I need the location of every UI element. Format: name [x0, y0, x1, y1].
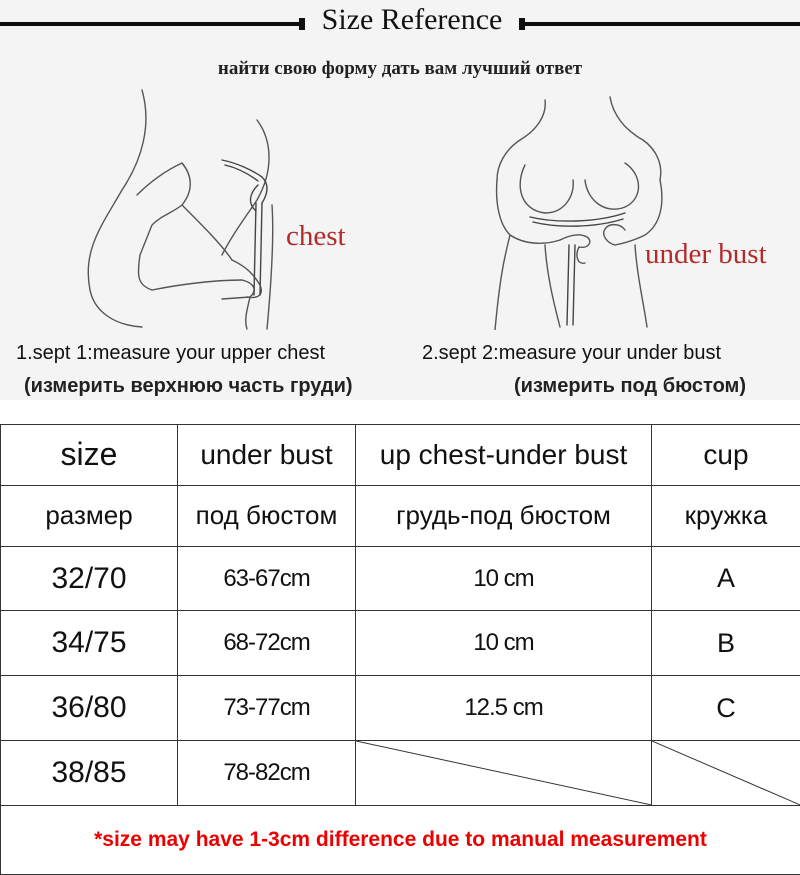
cell-size: 36/80 [1, 676, 178, 741]
size-reference-illustration-panel [0, 0, 800, 400]
cell-under-bust: 68-72cm [178, 611, 356, 676]
step-2-instruction: 2.sept 2:measure your under bust [422, 342, 722, 364]
note-row [1, 806, 800, 875]
cell-difference: 10 cm [356, 546, 652, 611]
size-chart-table [0, 424, 800, 875]
diagonal-strike [652, 741, 800, 805]
header-difference-ru: грудь-под бюстом [356, 485, 652, 546]
upper-chest-measure-illustration [82, 85, 292, 330]
step-1-instruction: 1.sept 1:measure your upper chest [16, 342, 326, 364]
header-size-ru: размер [1, 485, 178, 546]
cell-difference: 12.5 cm [356, 676, 652, 741]
cell-under-bust: 63-67cm [178, 546, 356, 611]
header-difference: up chest-under bust [356, 425, 652, 486]
step-1-instruction-ru: (измерить верхнюю часть груди) [24, 375, 353, 397]
title-rule-left [0, 22, 305, 26]
cell-cup: B [652, 611, 800, 676]
header-under-bust: under bust [178, 425, 356, 486]
page-subtitle: найти свою форму дать вам лучший ответ [217, 58, 583, 79]
title-rule-right [519, 22, 800, 26]
header-under-bust-ru: под бюстом [178, 485, 356, 546]
chest-label: chest [286, 220, 346, 252]
under-bust-label: under bust [645, 238, 767, 270]
measurement-note: *size may have 1-3cm difference due to manual measurement [1, 806, 800, 875]
cell-cup: A [652, 546, 800, 611]
header-cup-ru: кружка [652, 485, 800, 546]
cell-difference: 10 cm [356, 611, 652, 676]
cell-under-bust: 78-82cm [178, 741, 356, 806]
page-title: Size Reference [321, 3, 503, 36]
header-size: size [1, 425, 178, 486]
cell-cup-empty [652, 741, 800, 806]
cell-size: 38/85 [1, 741, 178, 806]
step-2-instruction-ru: (измерить под бюстом) [514, 375, 746, 397]
table-row [1, 741, 800, 806]
cell-under-bust: 73-77cm [178, 676, 356, 741]
cell-size: 32/70 [1, 546, 178, 611]
cell-cup: C [652, 676, 800, 741]
cell-size: 34/75 [1, 611, 178, 676]
header-cup: cup [652, 425, 800, 486]
table-header-row-ru [1, 485, 800, 546]
diagonal-strike [356, 741, 651, 805]
under-bust-measure-illustration [475, 95, 685, 330]
table-row [1, 676, 800, 741]
cell-difference-empty [356, 741, 652, 806]
table-row [1, 546, 800, 611]
table-header-row-en [1, 425, 800, 486]
table-row [1, 611, 800, 676]
